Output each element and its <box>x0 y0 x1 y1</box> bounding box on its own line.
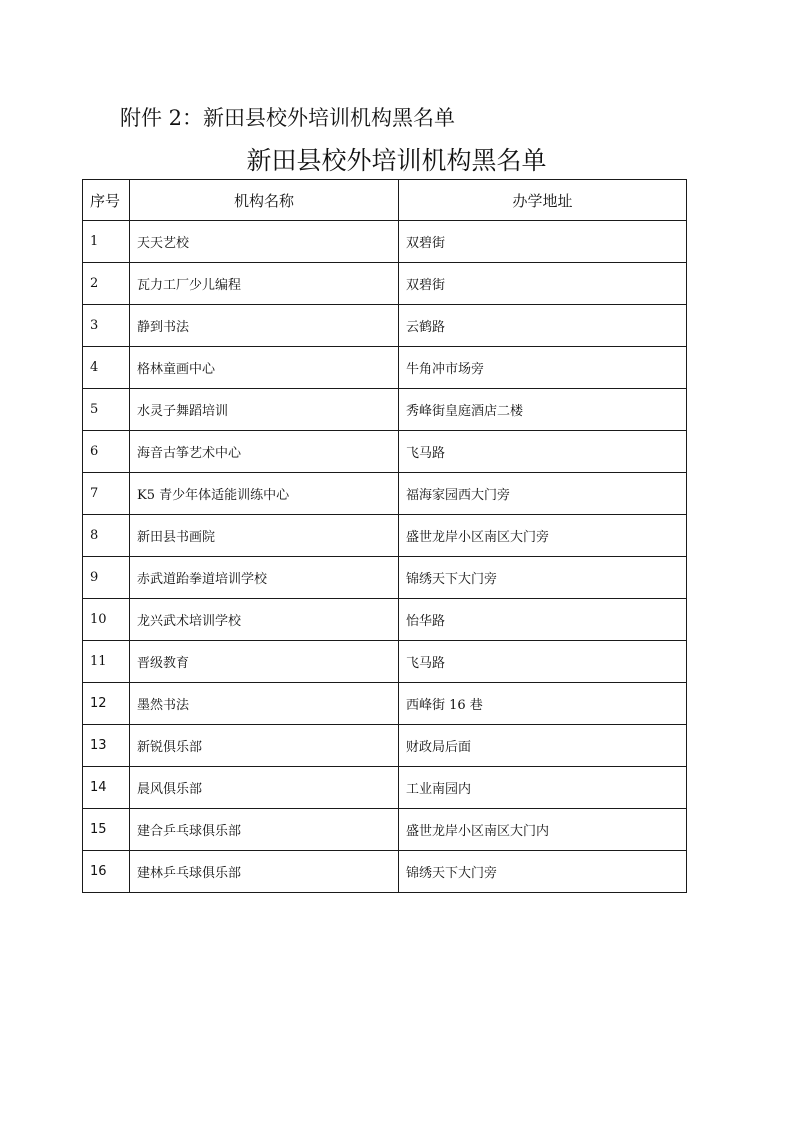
institution-address: 怡华路 <box>399 599 687 641</box>
row-number: 13 <box>83 725 130 767</box>
table-row <box>83 767 687 809</box>
institution-address: 云鹤路 <box>399 305 687 347</box>
institution-name: 静到书法 <box>130 305 399 347</box>
institution-address: 盛世龙岸小区南区大门内 <box>399 809 687 851</box>
header-address: 办学地址 <box>399 180 687 221</box>
row-number: 3 <box>83 305 130 347</box>
institution-name: 新锐俱乐部 <box>130 725 399 767</box>
table-row <box>83 557 687 599</box>
institution-name: K5 青少年体适能训练中心 <box>130 473 399 515</box>
table-row <box>83 221 687 263</box>
table-row <box>83 431 687 473</box>
table-row <box>83 683 687 725</box>
header-no: 序号 <box>83 180 130 221</box>
institution-name: 晋级教育 <box>130 641 399 683</box>
institution-name: 建林乒乓球俱乐部 <box>130 851 399 893</box>
table-row <box>83 599 687 641</box>
attachment-label: 附件 2：新田县校外培训机构黑名单 <box>120 106 456 130</box>
table-body <box>83 221 687 893</box>
row-number: 5 <box>83 389 130 431</box>
table-row <box>83 389 687 431</box>
institution-name: 墨然书法 <box>130 683 399 725</box>
row-number: 15 <box>83 809 130 851</box>
blacklist-table <box>82 179 687 893</box>
institution-name: 海音古筝艺术中心 <box>130 431 399 473</box>
institution-name: 龙兴武术培训学校 <box>130 599 399 641</box>
institution-address: 盛世龙岸小区南区大门旁 <box>399 515 687 557</box>
institution-address: 锦绣天下大门旁 <box>399 557 687 599</box>
institution-name: 瓦力工厂少儿编程 <box>130 263 399 305</box>
table-header-row <box>83 180 687 221</box>
page-title: 新田县校外培训机构黑名单 <box>246 146 547 175</box>
institution-address: 双碧街 <box>399 221 687 263</box>
institution-name: 天天艺校 <box>130 221 399 263</box>
institution-name: 新田县书画院 <box>130 515 399 557</box>
institution-address: 锦绣天下大门旁 <box>399 851 687 893</box>
institution-address: 双碧街 <box>399 263 687 305</box>
institution-name: 赤武道跆拳道培训学校 <box>130 557 399 599</box>
row-number: 2 <box>83 263 130 305</box>
header-name: 机构名称 <box>130 180 399 221</box>
institution-name: 水灵子舞蹈培训 <box>130 389 399 431</box>
table-row <box>83 725 687 767</box>
table-row <box>83 347 687 389</box>
row-number: 10 <box>83 599 130 641</box>
row-number: 8 <box>83 515 130 557</box>
institution-address: 秀峰街皇庭酒店二楼 <box>399 389 687 431</box>
row-number: 12 <box>83 683 130 725</box>
row-number: 4 <box>83 347 130 389</box>
table-row <box>83 809 687 851</box>
institution-address: 财政局后面 <box>399 725 687 767</box>
table-row <box>83 515 687 557</box>
row-number: 9 <box>83 557 130 599</box>
row-number: 7 <box>83 473 130 515</box>
institution-address: 福海家园西大门旁 <box>399 473 687 515</box>
institution-name: 建合乒乓球俱乐部 <box>130 809 399 851</box>
institution-name: 格林童画中心 <box>130 347 399 389</box>
institution-address: 飞马路 <box>399 641 687 683</box>
institution-address: 飞马路 <box>399 431 687 473</box>
row-number: 1 <box>83 221 130 263</box>
table-row <box>83 473 687 515</box>
table-row <box>83 851 687 893</box>
table-row <box>83 263 687 305</box>
institution-address: 工业南园内 <box>399 767 687 809</box>
institution-address: 西峰街 16 巷 <box>399 683 687 725</box>
table-row <box>83 641 687 683</box>
row-number: 6 <box>83 431 130 473</box>
row-number: 16 <box>83 851 130 893</box>
row-number: 11 <box>83 641 130 683</box>
table-row <box>83 305 687 347</box>
institution-address: 牛角冲市场旁 <box>399 347 687 389</box>
row-number: 14 <box>83 767 130 809</box>
institution-name: 晨风俱乐部 <box>130 767 399 809</box>
